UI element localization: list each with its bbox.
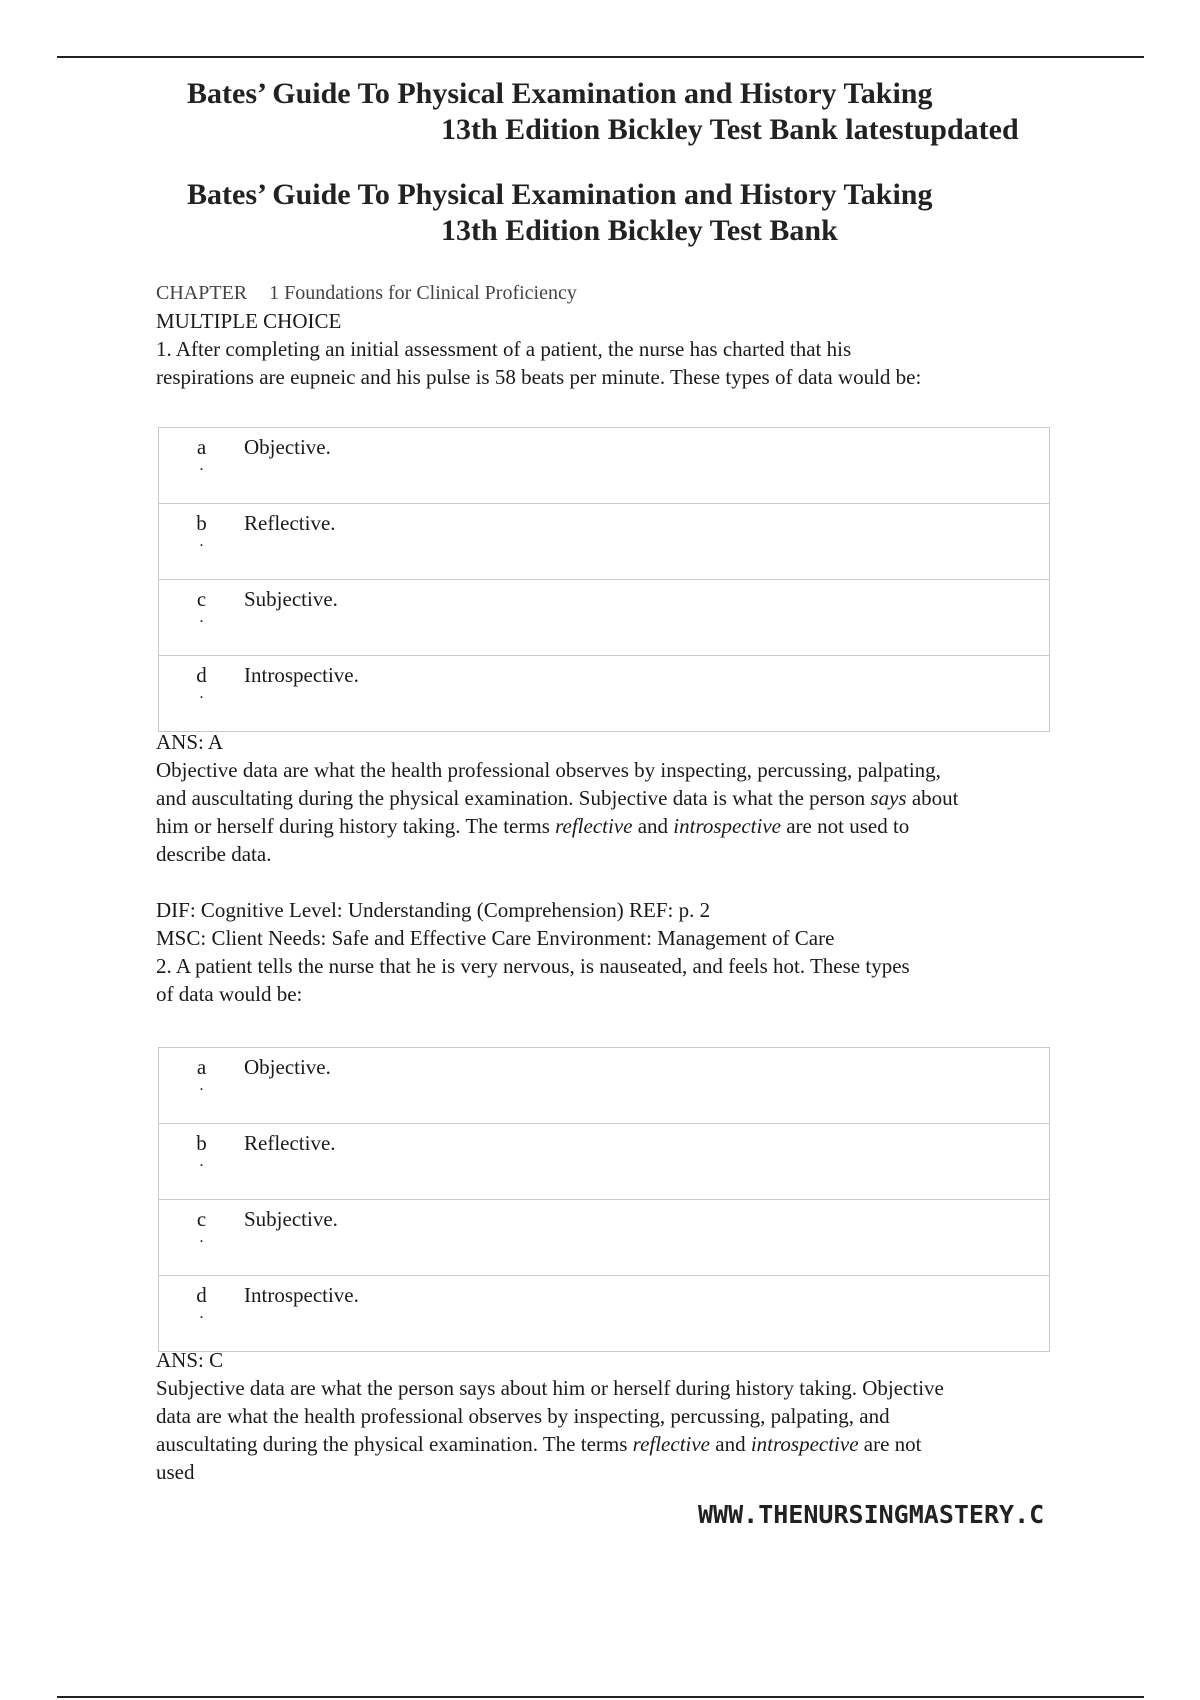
option-letter: c [196,587,207,611]
rationale-line: Objective data are what the health professional observes by inspecting, percussing, palpating, [156,758,941,782]
option-dot: . [199,609,204,626]
option-dot: . [199,1153,204,1170]
question-1-answer: ANS: A [156,730,224,754]
option-dot: . [199,533,204,550]
chapter-label: CHAPTER [156,282,248,304]
rationale-line: him or herself during history taking. The terms reflective and introspective are not used to [156,814,910,838]
option-dot: . [199,457,204,474]
emphasis: reflective [632,1432,711,1456]
option-text: Introspective. [244,1276,1050,1352]
option-text: Introspective. [244,656,1050,732]
option-dot: . [199,1229,204,1246]
bottom-rule [57,1696,1144,1698]
rationale-line: describe data. [156,842,272,866]
option-text: Reflective. [244,504,1050,580]
question-2-answer: ANS: C [156,1348,224,1372]
option-letter: b [196,1131,207,1155]
option-dot: . [199,1077,204,1094]
question-2-stem-line-1: 2. A patient tells the nurse that he is very nervous, is nauseated, and feels hot. These types [156,954,910,978]
option-row [159,504,1050,580]
option-row [159,656,1050,732]
option-dot: . [199,685,204,702]
question-1-stem [156,335,1056,391]
option-dot: . [199,1305,204,1322]
question-2-options [158,1047,1050,1352]
question-1-options [158,427,1050,732]
option-letter: c [196,1207,207,1231]
option-row [159,1200,1050,1276]
option-text: Subjective. [244,1200,1050,1276]
section-heading: MULTIPLE CHOICE [156,309,342,333]
question-1-stem-line-1: 1. After completing an initial assessment of a patient, the nurse has charted that his [156,337,852,361]
question-1-rationale [156,756,1056,868]
option-row [159,580,1050,656]
option-row [159,1124,1050,1200]
option-row [159,428,1050,504]
option-letter: d [196,1283,207,1307]
top-rule [57,56,1144,58]
option-text: Objective. [244,428,1050,504]
emphasis: introspective [673,814,781,838]
option-letter: a [196,435,207,459]
option-letter: b [196,511,207,535]
question-1-dif: DIF: Cognitive Level: Understanding (Comprehension) REF: p. 2 [156,898,711,922]
question-1-stem-line-2: respirations are eupneic and his pulse is 58 beats per minute. These types of data would be: [156,365,922,389]
question-2-stem [156,952,1056,1008]
rationale-line: Subjective data are what the person says about him or herself during history taking. Objective [156,1376,944,1400]
watermark-url: WWW.THENURSINGMASTERY.C [698,1500,1045,1529]
emphasis: says [870,786,907,810]
question-1-msc: MSC: Client Needs: Safe and Effective Care Environment: Management of Care [156,926,835,950]
rationale-line: and auscultating during the physical examination. Subjective data is what the person says about [156,786,959,810]
option-text: Subjective. [244,580,1050,656]
chapter-heading [156,279,577,307]
title-1-line-1: Bates’ Guide To Physical Examination and History Taking [187,77,933,110]
title-2-line-2: 13th Edition Bickley Test Bank [441,214,838,247]
rationale-line: auscultating during the physical examination. The terms reflective and introspective are not [156,1432,922,1456]
question-2-stem-line-2: of data would be: [156,982,303,1006]
title-1-line-2: 13th Edition Bickley Test Bank latestupdated [441,113,1019,146]
option-letter: d [196,663,207,687]
option-row [159,1048,1050,1124]
option-row [159,1276,1050,1352]
emphasis: introspective [750,1432,859,1456]
rationale-line: used [156,1460,195,1484]
question-2-rationale [156,1374,1056,1486]
chapter-name: 1 Foundations for Clinical Proficiency [269,282,577,304]
option-letter: a [196,1055,207,1079]
option-text: Reflective. [244,1124,1050,1200]
rationale-line: data are what the health professional observes by inspecting, percussing, palpating, and [156,1404,890,1428]
option-text: Objective. [244,1048,1050,1124]
emphasis: reflective [555,814,633,838]
title-2-line-1: Bates’ Guide To Physical Examination and History Taking [187,178,933,211]
